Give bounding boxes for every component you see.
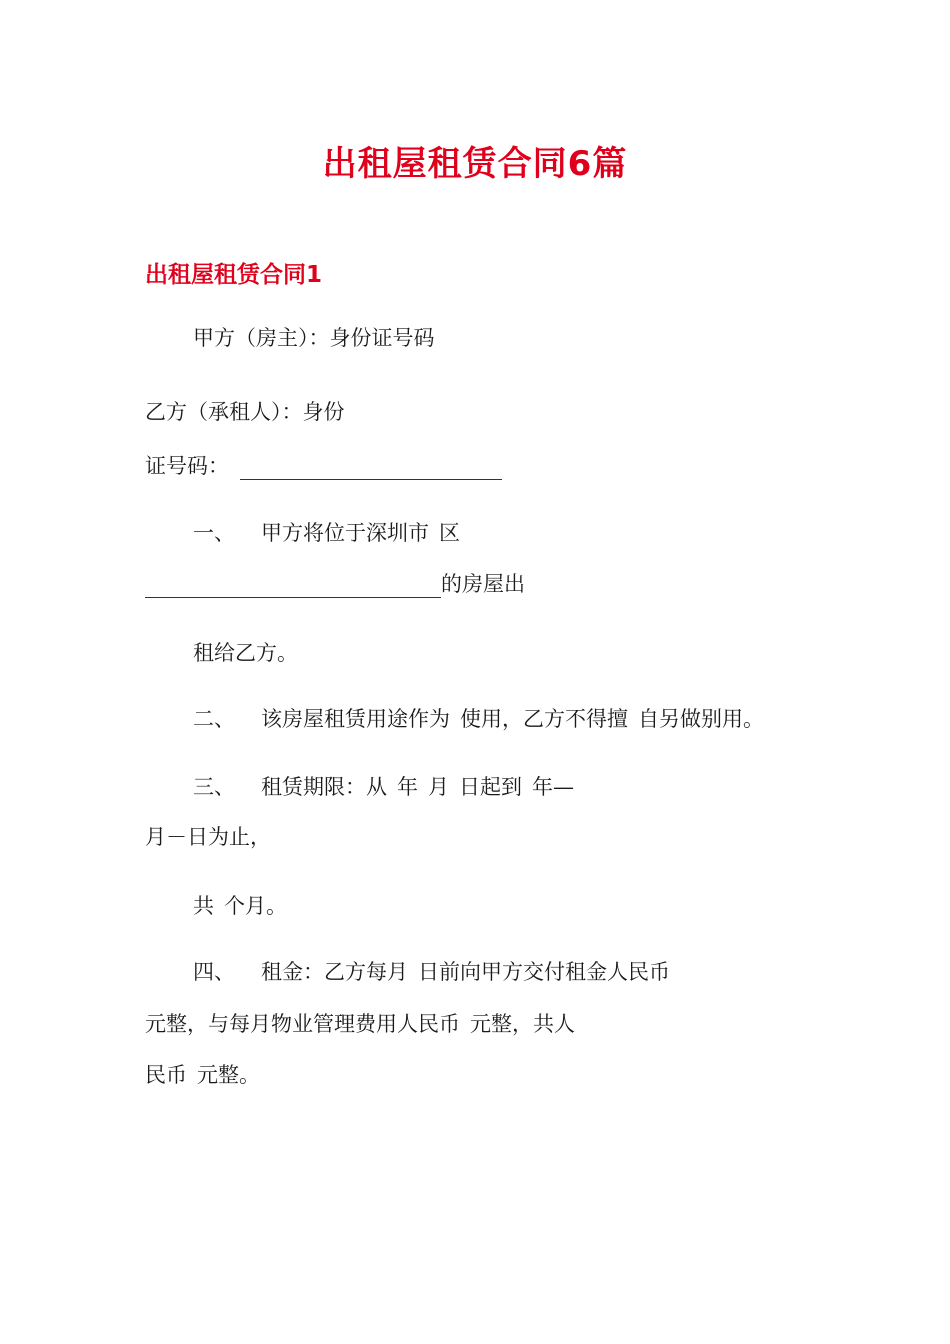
party-b-text: 乙方（承租人）：身份 (145, 400, 345, 424)
clause-1-text-1: 甲方将位于深圳市 (261, 521, 429, 545)
document-title: 出租屋租赁合同6篇 (322, 144, 628, 184)
clause-4-text-6: 元整。 (197, 1063, 260, 1087)
clause-1-text-4: 租给乙方。 (193, 641, 298, 665)
clause-3-text-4: 日起到 (459, 775, 522, 799)
clause-4-text-5: 民币 (145, 1063, 187, 1087)
clause-3-text-3: 月 (428, 775, 449, 799)
party-a-line (193, 324, 435, 352)
clause-3-line-1 (193, 773, 574, 801)
id-number-blank (240, 457, 502, 480)
clause-3-text-7: 共 (193, 894, 214, 918)
clause-4-line-3 (145, 1061, 260, 1089)
clause-1-line-2 (145, 570, 525, 598)
clause-3-text-5: 年— (532, 775, 574, 799)
clause-3-text-8: 个月。 (224, 894, 287, 918)
clause-1-number: 一、 (193, 521, 235, 545)
clause-3-text-6: 月－日为止， (145, 825, 271, 849)
clause-1-line-3 (193, 639, 298, 667)
party-b-line-1 (145, 398, 345, 426)
clause-4-text-3: 元整，与每月物业管理费用人民币 (145, 1012, 460, 1036)
clause-4-line-1 (193, 958, 670, 986)
clause-4-text-2: 日前向甲方交付租金人民币 (418, 960, 670, 984)
clause-1-line-1 (193, 519, 460, 547)
clause-4-text-4: 元整，共人 (470, 1012, 575, 1036)
clause-2-text-2: 使用，乙方不得擅 (460, 707, 628, 731)
address-blank (145, 575, 441, 598)
clause-4-text-1: 租金：乙方每月 (261, 960, 408, 984)
clause-1-text-2: 区 (439, 521, 460, 545)
clause-3-line-2 (145, 823, 271, 851)
clause-3-number: 三、 (193, 775, 235, 799)
section-heading: 出租屋租赁合同1 (145, 262, 323, 288)
party-b-line-2 (145, 452, 502, 480)
clause-4-line-2 (145, 1010, 575, 1038)
clause-3-text-1: 租赁期限：从 (261, 775, 387, 799)
clause-2-number: 二、 (193, 707, 235, 731)
id-number-label: 证号码： (145, 454, 229, 478)
clause-2-text-1: 该房屋租赁用途作为 (261, 707, 450, 731)
clause-3-line-3 (193, 892, 287, 920)
clause-2-text-3: 自另做别用。 (638, 707, 764, 731)
clause-1-text-3: 的房屋出 (441, 572, 525, 596)
clause-3-text-2: 年 (397, 775, 418, 799)
clause-2-line (193, 705, 764, 733)
party-a-text: 甲方（房主）：身份证号码 (193, 326, 435, 350)
clause-4-number: 四、 (193, 960, 235, 984)
